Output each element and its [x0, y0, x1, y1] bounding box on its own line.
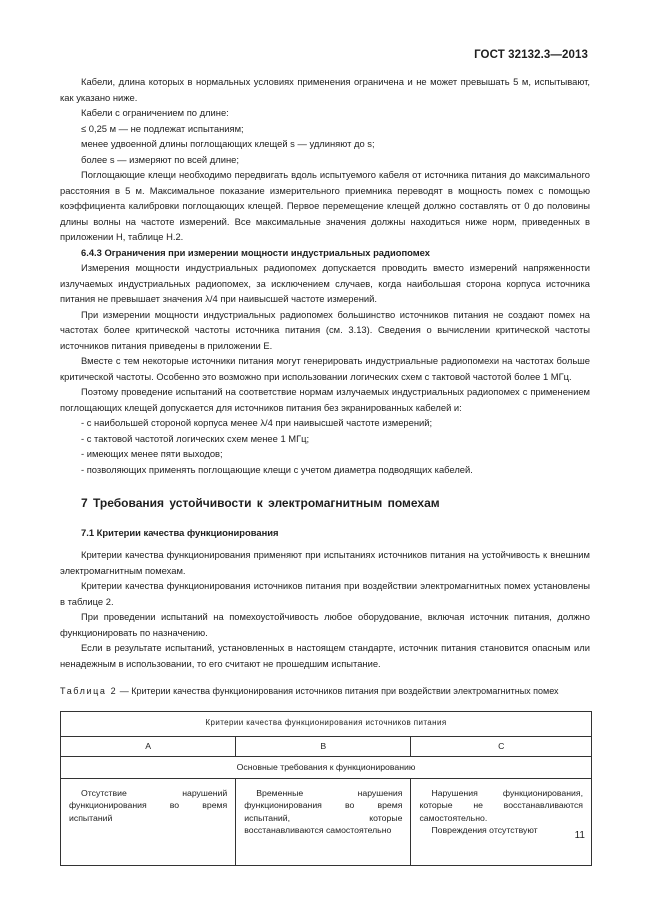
- column-header-a: А: [61, 736, 236, 756]
- subsection-heading: 6.4.3 Ограничения при измерении мощности индустриальных радиопомех: [81, 246, 430, 258]
- column-header-c: С: [411, 736, 592, 756]
- table-subheader: Основные требования к функционированию: [61, 756, 592, 778]
- table-cell-c: [411, 778, 592, 865]
- list-item: ≤ 0,25 м — не подлежат испытаниям;: [81, 122, 244, 134]
- cell-text: Повреждения отсутствуют: [431, 825, 538, 835]
- list-item: более s — измеряют по всей длине;: [81, 153, 239, 165]
- paragraph: Поэтому проведение испытаний на соответствие нормам излучаемых индустриальных радиопомех с применением поглощающих клещей допускается для источников питания без экранированных кабелей и:: [60, 386, 590, 413]
- paragraph: Критерии качества функционирования источников питания при воздействии электромагнитных помех установлены в таблице 2.: [60, 580, 590, 607]
- list-item: - позволяющих применять поглощающие клещи с учетом диаметра подводящих кабелей.: [81, 463, 473, 475]
- cell-text: Отсутствие нарушений функционирования во время испытаний: [69, 787, 228, 823]
- paragraph: Если в результате испытаний, установленных в настоящем стандарте, источник питания становится опасным или ненадежным в использовании, то его считают не прошедшим испытание.: [60, 642, 590, 669]
- cell-text: Временные нарушения функционирования во время испытаний, которые восстанавливаются самостоятельно: [244, 787, 403, 835]
- table-caption-text: — Критерии качества функционирования источников питания при воздействии электромагнитных помех: [117, 686, 559, 696]
- paragraph: Поглощающие клещи необходимо передвигать вдоль испытуемого кабеля от источника питания до максимального расстояния в 5 м. Максимальное показание измерительного приемника переводят в мощность помех с помощью коэффициента калибровки поглощающих клещей. Первое перемещение клещей должно составлять от 0 до половины длины волны на частоте измерений. Все максимальные значения должны находиться ниже норм, приведенных в приложении Н, таблице Н.2.: [60, 169, 590, 242]
- document-header: ГОСТ 32132.3—2013: [474, 49, 588, 61]
- paragraph: Кабели с ограничением по длине:: [81, 107, 229, 118]
- subsection-heading: 7.1 Критерии качества функционирования: [81, 526, 279, 538]
- criteria-table: [60, 711, 592, 866]
- table-caption: [60, 685, 590, 698]
- paragraph: Измерения мощности индустриальных радиопомех допускается проводить вместо измерений напряженности излучаемых индустриальных радиопомех, за исключением случаев, когда наибольшая сторона корпуса источника питания не превышает значения λ/4 при наивысшей частоте измерений.: [60, 262, 590, 304]
- table-caption-label: Таблица 2: [60, 686, 118, 696]
- table-cell-b: [236, 778, 411, 865]
- paragraph: При измерении мощности индустриальных радиопомех большинство источников питания не создают помех на частотах более критической частоты источника питания (см. 3.13). Сведения о вычислении критической частоты источников питания приведены в приложении Е.: [60, 308, 590, 351]
- list-item: - с наибольшей стороной корпуса менее λ/4 при наивысшей частоте измерений;: [81, 417, 433, 428]
- paragraph: Вместе с тем некоторые источники питания могут генерировать индустриальные радиопомехи на частотах больше критической частоты. Особенно это возможно при использовании логических схем с тактовой частотой более 1 МГц.: [60, 355, 590, 382]
- page-content: [60, 74, 590, 866]
- list-item: менее удвоенной длины поглощающих клещей s — удлиняют до s;: [81, 138, 375, 149]
- paragraph: Критерии качества функционирования применяют при испытаниях источников питания на устойчивость к внешним электромагнитным помехам.: [60, 549, 590, 576]
- table-header: Критерии качества функционирования источников питания: [61, 711, 592, 736]
- table-cell-a: [61, 778, 236, 865]
- section-heading: 7 Требования устойчивости к электромагнитным помехам: [81, 496, 440, 510]
- paragraph: Кабели, длина которых в нормальных условиях применения ограничена и не может превышать 5 м, испытывают, как указано ниже.: [60, 76, 590, 103]
- list-item: - с тактовой частотой логических схем менее 1 МГц;: [81, 432, 310, 444]
- column-header-b: В: [236, 736, 411, 756]
- paragraph: При проведении испытаний на помехоустойчивость любое оборудование, включая источник питания, должно функционировать по назначению.: [60, 611, 590, 638]
- list-item: - имеющих менее пяти выходов;: [81, 448, 223, 459]
- page-number: 11: [574, 830, 585, 841]
- cell-text: Нарушения функционирования, которые не восстанавливаются самостоятельно.: [419, 787, 583, 823]
